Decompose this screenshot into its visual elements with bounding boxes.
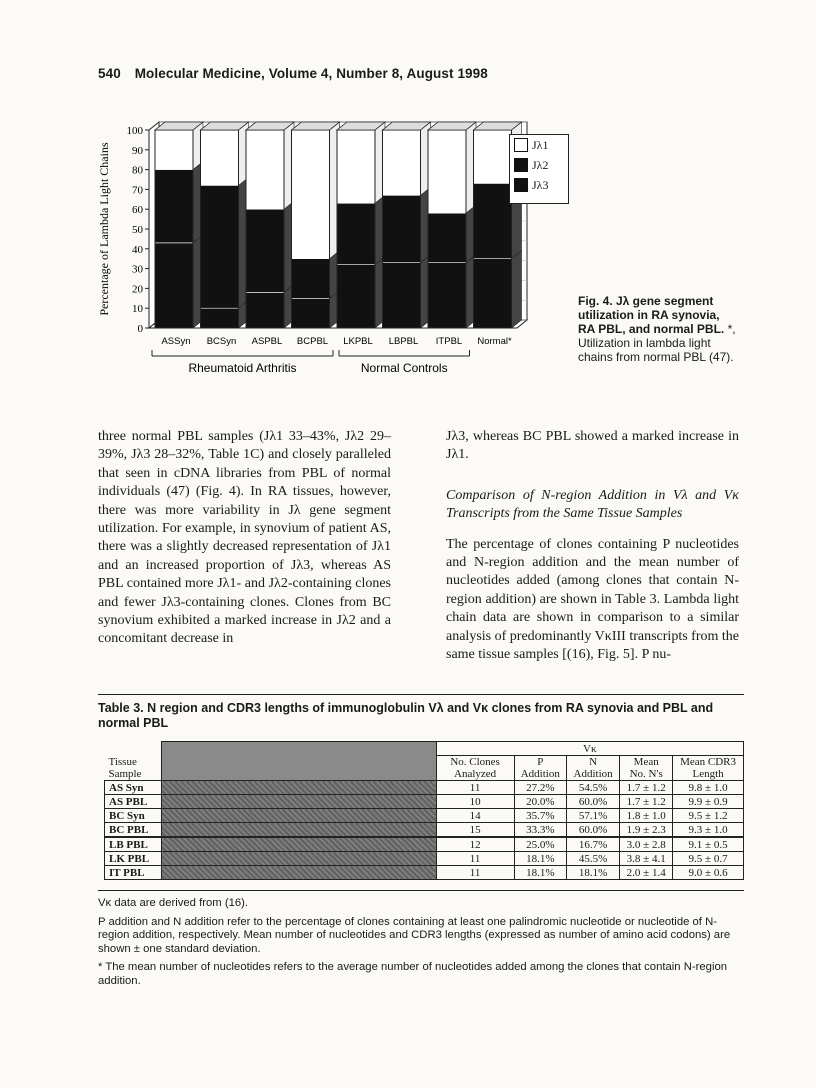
table-top-rule [98, 694, 744, 695]
bar-segment [155, 130, 193, 170]
cell-mean-n: 3.8 ± 4.1 [620, 852, 673, 866]
cell-p-addition: 25.0% [514, 837, 566, 852]
page-number: 540 [98, 66, 121, 81]
bar-segment [428, 130, 466, 213]
caption-body: *, Utilization in lambda light chains from normal PBL (47). [578, 322, 736, 364]
redacted-vl-cell [161, 837, 436, 852]
bar-segment [155, 170, 193, 243]
bar-segment [246, 292, 284, 328]
cell-clones: 11 [436, 866, 514, 880]
x-tick-label: LBPBL [388, 336, 419, 347]
cell-sample: IT PBL [105, 866, 162, 880]
redacted-vl-cell [161, 795, 436, 809]
table-row [105, 837, 744, 852]
cell-n-addition: 18.1% [566, 866, 619, 880]
y-tick-label: 50 [132, 224, 143, 236]
cell-sample: LB PBL [105, 837, 162, 852]
group-label: Rheumatoid Arthritis [188, 361, 297, 375]
cell-n-addition: 16.7% [566, 837, 619, 852]
bar-segment [428, 263, 466, 328]
x-tick-label: BCPBL [296, 336, 329, 347]
cell-p-addition: 27.2% [514, 781, 566, 795]
caption-title: Fig. 4. Jλ gene segment utilization in RA synovia, RA PBL, and normal PBL. [578, 294, 725, 336]
header-mean-cdr3: Mean CDR3 Length [673, 756, 744, 781]
right-paragraph-2: The percentage of clones containing P nucleotides and N-region addition and the mean number of nucleotides added (among clones that contain N-region addition) are shown in Table 3. Lambda light chain data are shown in comparison to a similar analysis of predominantly VκIII transcripts from the same tissue samples [(16), Fig. 5]. P nu- [446, 536, 739, 663]
redacted-vl-cell [161, 866, 436, 880]
right-column [446, 428, 739, 676]
footnote-3: * The mean number of nucleotides refers to the average number of nucleotides added among the clones that contain N-region addition. [98, 961, 728, 987]
legend-item-j1 [510, 135, 568, 155]
x-tick-label: BCSyn [206, 336, 237, 347]
bar-segment [292, 259, 330, 299]
redacted-vl-columns [161, 742, 436, 781]
x-tick-label: ITPBL [435, 336, 463, 347]
table-row [105, 795, 744, 809]
right-paragraph-1: Jλ3, whereas BC PBL showed a marked increase in Jλ1. [446, 429, 739, 463]
cell-p-addition: 20.0% [514, 795, 566, 809]
x-tick-label: ASPBL [251, 336, 283, 347]
group-label: Normal Controls [360, 361, 448, 375]
cell-sample: AS Syn [105, 781, 162, 795]
header-vk: Vκ [436, 742, 744, 756]
header-tissue-sample: Tissue Sample [108, 755, 142, 780]
y-tick-label: 70 [132, 184, 143, 197]
y-tick-label: 40 [132, 243, 143, 256]
bar-segment [383, 130, 421, 195]
cell-mean-n: 1.7 ± 1.2 [620, 795, 673, 809]
bar-segment [201, 308, 239, 328]
table-row [105, 809, 744, 823]
figure-4 [96, 112, 796, 392]
cell-mean-cdr3: 9.9 ± 0.9 [673, 795, 744, 809]
cell-mean-cdr3: 9.5 ± 0.7 [673, 852, 744, 866]
chart-legend [509, 134, 569, 204]
cell-p-addition: 18.1% [514, 852, 566, 866]
running-header [98, 66, 488, 81]
stacked-bar-chart [96, 112, 566, 392]
legend-swatch-j1 [514, 138, 528, 152]
y-tick-label: 60 [132, 204, 143, 217]
header-spacer [105, 742, 162, 756]
bar-segment [383, 195, 421, 262]
redacted-vl-cell [161, 781, 436, 795]
cell-n-addition: 60.0% [566, 795, 619, 809]
journal-title: Molecular Medicine, Volume 4, Number 8, August 1998 [134, 66, 488, 81]
cell-mean-cdr3: 9.0 ± 0.6 [673, 866, 744, 880]
table-row [105, 852, 744, 866]
bar-segment [246, 130, 284, 209]
table-header-row-1 [105, 742, 744, 756]
cell-clones: 12 [436, 837, 514, 852]
cell-mean-n: 1.8 ± 1.0 [620, 809, 673, 823]
cell-sample: LK PBL [105, 852, 162, 866]
y-tick-label: 80 [132, 164, 143, 177]
cell-n-addition: 57.1% [566, 809, 619, 823]
bar-side [512, 251, 522, 328]
x-tick-label: Normal* [477, 336, 512, 347]
bar-segment [383, 263, 421, 328]
left-column [98, 428, 391, 661]
bar-segment [474, 130, 512, 183]
table-row [105, 781, 744, 795]
header-mean-n: Mean No. N's [620, 756, 673, 781]
redacted-vl-cell [161, 809, 436, 823]
cell-n-addition: 60.0% [566, 823, 619, 838]
y-tick-label: 20 [132, 283, 143, 296]
left-paragraph: three normal PBL samples (Jλ1 33–43%, Jλ2 29–39%, Jλ3 28–32%, Table 1C) and closely paralleled that seen in cDNA libraries from PBL of normal individuals (47) (Fig. 4). In RA tissues, however, there was more variability in Jλ gene segment utilization. For example, in synovium of patient AS, there was a slightly decreased representation of Jλ1 and an increased proportion of Jλ3, whereas AS PBL contained more Jλ1- and Jλ2-containing clones and fewer Jλ3-containing clones. Clones from BC synovium exhibited a marked increase in Jλ2 and a concomitant decrease in [98, 429, 391, 647]
x-tick-label: LKPBL [343, 336, 373, 347]
y-tick-label: 30 [132, 263, 143, 276]
bar-segment [337, 203, 375, 264]
table-body [105, 781, 744, 880]
legend-label-j3: Jλ3 [532, 177, 549, 192]
y-tick-label: 0 [137, 323, 143, 335]
figure-caption [578, 294, 738, 364]
cell-p-addition: 33.3% [514, 823, 566, 838]
cell-mean-n: 1.7 ± 1.2 [620, 781, 673, 795]
cell-clones: 11 [436, 781, 514, 795]
cell-sample: BC PBL [105, 823, 162, 838]
cell-mean-cdr3: 9.8 ± 1.0 [673, 781, 744, 795]
redacted-vl-cell [161, 852, 436, 866]
table-footnotes [98, 897, 744, 988]
legend-swatch-j2 [514, 158, 528, 172]
cell-sample: BC Syn [105, 809, 162, 823]
bar-segment [292, 130, 330, 259]
cell-p-addition: 35.7% [514, 809, 566, 823]
y-axis-label: Percentage of Lambda Light Chains [97, 142, 111, 316]
table-title: Table 3. N region and CDR3 lengths of immunoglobulin Vλ and Vκ clones from RA synovia and PBL and normal PBL [98, 701, 714, 730]
cell-mean-n: 1.9 ± 2.3 [620, 823, 673, 838]
legend-swatch-j3 [514, 178, 528, 192]
y-tick-label: 10 [132, 303, 143, 316]
cell-clones: 10 [436, 795, 514, 809]
table-bottom-rule [98, 890, 744, 891]
cell-n-addition: 54.5% [566, 781, 619, 795]
footnote-1: Vκ data are derived from (16). [98, 897, 249, 909]
legend-label-j2: Jλ2 [532, 157, 549, 172]
table-row [105, 823, 744, 838]
cell-mean-cdr3: 9.5 ± 1.2 [673, 809, 744, 823]
footnote-2: P addition and N addition refer to the percentage of clones containing at least one palindromic nucleotide or nucleotide of N-region addition, respectively. Mean number of nucleotides and CDR3 lengths (expressed as number of amino acid codons) are shown ± one standard deviation. [98, 915, 731, 955]
y-tick-label: 90 [132, 144, 143, 157]
bar-segment [474, 259, 512, 328]
bar-segment [337, 130, 375, 203]
legend-item-j3 [510, 175, 568, 195]
bar-segment [155, 243, 193, 328]
cell-mean-cdr3: 9.1 ± 0.5 [673, 837, 744, 852]
bar-segment [201, 130, 239, 185]
cell-clones: 15 [436, 823, 514, 838]
data-table [104, 741, 744, 880]
cell-sample: AS PBL [105, 795, 162, 809]
table-3 [98, 694, 744, 993]
cell-mean-n: 2.0 ± 1.4 [620, 866, 673, 880]
cell-n-addition: 45.5% [566, 852, 619, 866]
header-clones: No. Clones Analyzed [436, 756, 514, 781]
x-tick-label: ASSyn [161, 336, 191, 347]
bar-segment [201, 185, 239, 308]
cell-mean-cdr3: 9.3 ± 1.0 [673, 823, 744, 838]
redacted-vl-cell [161, 823, 436, 838]
bar-segment [337, 265, 375, 328]
y-tick-label: 100 [126, 125, 143, 137]
cell-p-addition: 18.1% [514, 866, 566, 880]
cell-mean-n: 3.0 ± 2.8 [620, 837, 673, 852]
bar-segment [428, 213, 466, 263]
cell-clones: 11 [436, 852, 514, 866]
bar-segment [292, 298, 330, 328]
bar-segment [474, 183, 512, 258]
bar-segment [246, 209, 284, 292]
legend-item-j2 [510, 155, 568, 175]
table-row [105, 866, 744, 880]
header-p-addition: P Addition [514, 756, 566, 781]
legend-label-j1: Jλ1 [532, 137, 549, 152]
cell-clones: 14 [436, 809, 514, 823]
section-subheading: Comparison of N-region Addition in Vλ and Vκ Transcripts from the Same Tissue Samples [446, 487, 739, 522]
header-n-addition: N Addition [566, 756, 619, 781]
